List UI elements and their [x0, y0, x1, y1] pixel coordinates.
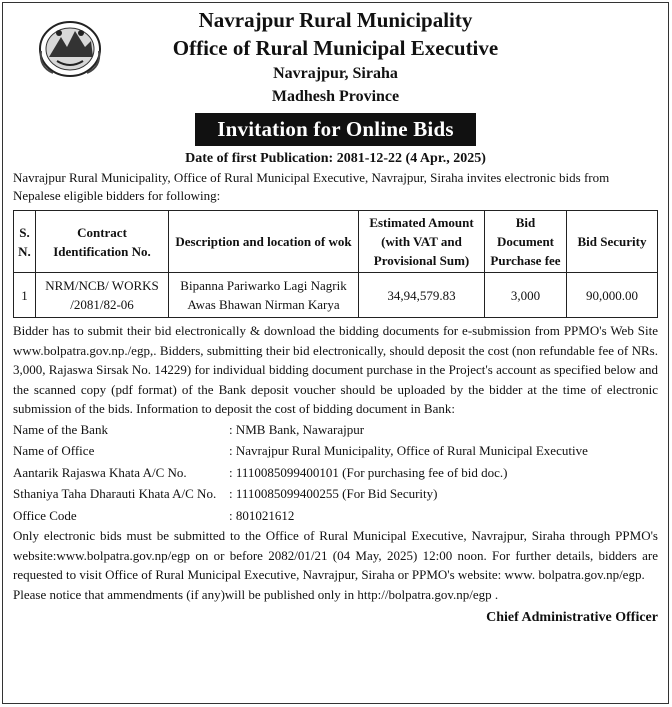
bank-info-row — [13, 440, 658, 462]
bank-info-label: Sthaniya Taha Dharauti Khata A/C No. — [13, 486, 217, 501]
submission-paragraph: Only electronic bids must be submitted to the Office of Rural Municipal Executive, Navrajpur, Siraha through PPMO's website:www.bolpatra.gov.np/egp on or before 2082/01/21 (04 May, 2025) 12:00 noon. For further details, bidders are requested to visit Office of Rural Municipal Executive, Navrajpur, Siraha or PPMO's website: www. bolpatra.gov.np/egp. — [13, 528, 658, 582]
notice-title-banner: Invitation for Online Bids — [195, 113, 475, 146]
bank-info-value: : 801021612 — [229, 507, 295, 523]
bid-table — [13, 210, 658, 318]
province-name: Madhesh Province — [271, 88, 400, 105]
column-header: Contract Identification No. — [36, 211, 169, 273]
bank-info-row — [13, 505, 658, 527]
table-header-row — [14, 211, 658, 273]
bank-info-value: : NMB Bank, Nawarajpur — [229, 421, 365, 437]
cell-description: Bipanna Pariwarko Lagi Nagrik Awas Bhawan Nirman Karya — [169, 273, 359, 318]
bank-info-list — [13, 419, 658, 527]
signatory-title: Chief Administrative Officer — [486, 609, 658, 625]
cell-purchase-fee: 3,000 — [485, 273, 567, 318]
notice-page — [2, 2, 669, 704]
bank-info-value: : 1110085099400255 (For Bid Security) — [229, 486, 438, 501]
office-name: Office of Rural Municipal Executive — [172, 36, 499, 60]
cell-sn: 1 — [14, 273, 36, 318]
intro-paragraph: Navrajpur Rural Municipality, Office of Rural Municipal Executive, Navrajpur, Siraha invites electronic bids from Nepalese eligible bidders for following: — [13, 170, 610, 203]
bank-info-label: Aantarik Rajaswa Khata A/C No. — [13, 464, 187, 480]
bank-info-value: : Navrajpur Rural Municipality, Office of Rural Municipal Executive — [229, 443, 588, 458]
bank-info-row — [13, 483, 658, 505]
table-row — [14, 273, 658, 318]
column-header: S. N. — [14, 211, 36, 273]
cell-bid-security: 90,000.00 — [567, 273, 658, 318]
bank-info-value: : 1110085099400101 (For purchasing fee of bid doc.) — [229, 464, 508, 480]
bank-info-label: Name of Office — [13, 443, 95, 458]
municipality-name: Navrajpur Rural Municipality — [198, 8, 473, 32]
cell-contract-id: NRM/NCB/ WORKS /2081/82-06 — [36, 273, 169, 318]
publication-date: Date of first Publication: 2081-12-22 (4 Apr., 2025) — [185, 151, 486, 166]
bank-info-label: Office Code — [13, 507, 77, 523]
instructions-paragraph: Bidder has to submit their bid electronically & download the bidding documents for e-submission from PPMO's Web Site www.bolpatra.gov.np./egp,. Bidders, submitting their bid electronically, should deposit the cost (non refundable fee of NRs. 3,000, Rajaswa Sirsak No. 14229) for individual bidding document purchase in the Project's account as specified below and the scanned copy (pdf format) of the Bank deposit voucher should be uploaded by the bidder at the time of electronic submission of the bids. Information to deposit the cost of bidding document in Bank: — [13, 323, 658, 416]
column-header: Bid Security — [567, 211, 658, 273]
bank-info-row — [13, 419, 658, 441]
cell-estimated-amount: 34,94,579.83 — [359, 273, 485, 318]
amendment-notice: Please notice that ammendments (if any)will be published only in http://bolpatra.gov.np/egp . — [13, 586, 499, 602]
column-header: Description and location of wok — [169, 211, 359, 273]
header — [13, 3, 658, 108]
office-location: Navrajpur, Siraha — [273, 65, 398, 82]
column-header: Estimated Amount (with VAT and Provisional Sum) — [359, 211, 485, 273]
bank-info-label: Name of the Bank — [13, 421, 108, 437]
column-header: Bid Document Purchase fee — [485, 211, 567, 273]
government-emblem-icon — [37, 17, 103, 79]
bank-info-row — [13, 462, 658, 484]
